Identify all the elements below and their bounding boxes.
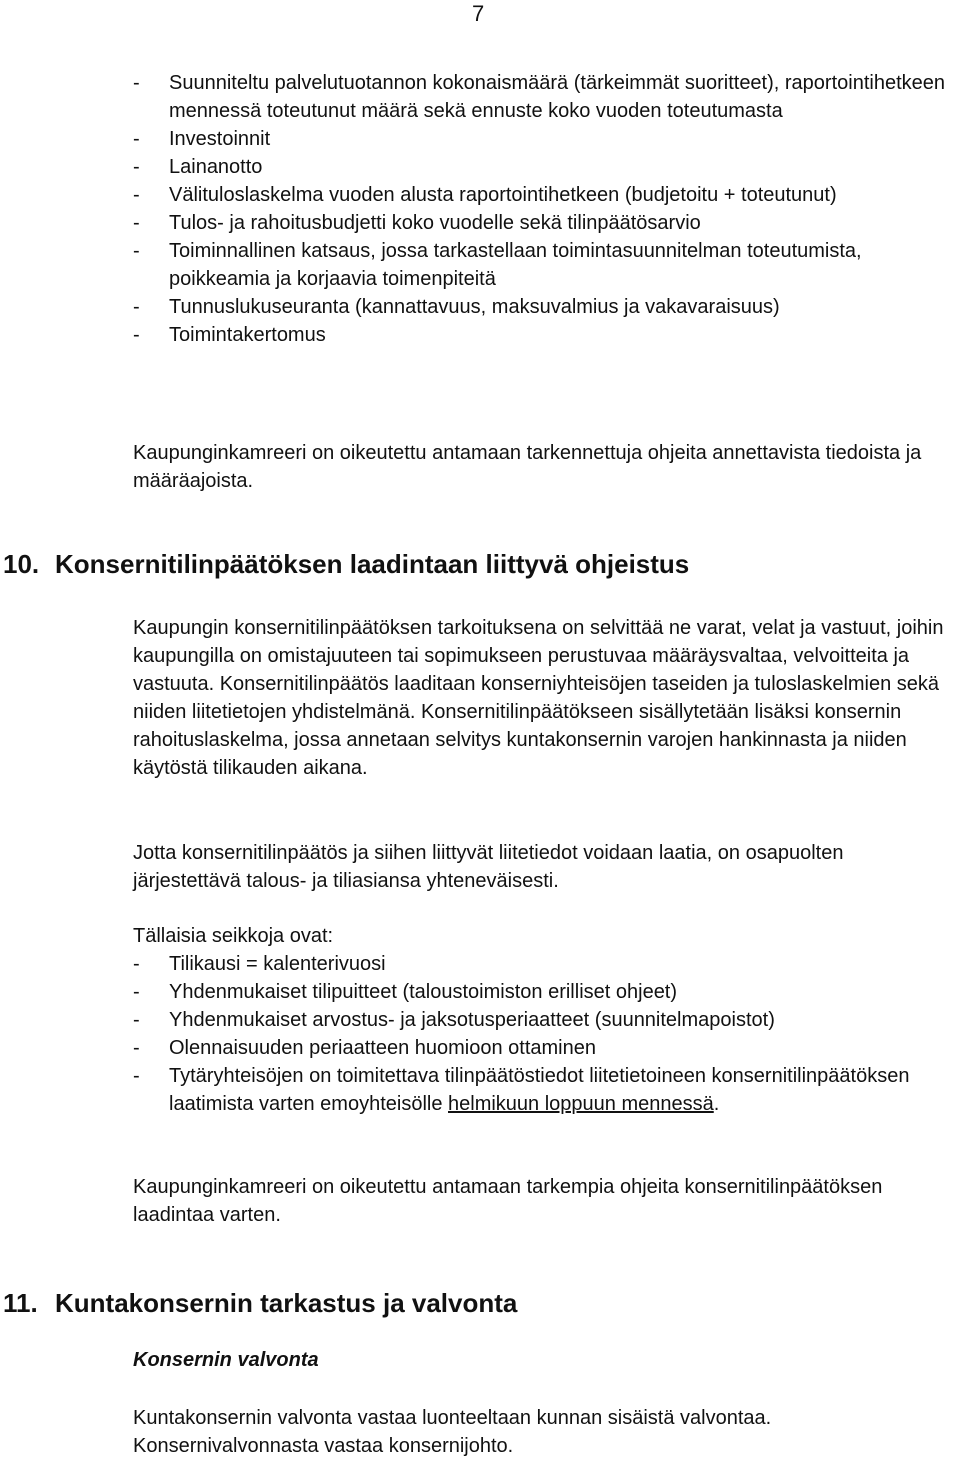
list-item bbox=[133, 125, 953, 153]
section-title: Konsernitilinpäätöksen laadintaan liittyvä ohjeistus bbox=[55, 549, 690, 579]
list-item-text: Suunniteltu palvelutuotannon kokonaismäärä (tärkeimmät suoritteet), raportointihetkeen mennessä toteutunut määrä sekä ennuste koko vuoden toteutumasta bbox=[169, 72, 945, 122]
supervision-line-2: Konsernivalvonnasta vastaa konsernijohto. bbox=[133, 1435, 514, 1457]
list-item bbox=[133, 69, 953, 125]
list-intro: Tällaisia seikkoja ovat: bbox=[133, 925, 334, 947]
section-number: 11. bbox=[3, 1288, 38, 1318]
list-item bbox=[133, 209, 953, 237]
list-item-text: Tulos- ja rahoitusbudjetti koko vuodelle sekä tilinpäätösarvio bbox=[169, 212, 701, 234]
list-item-text: Yhdenmukaiset arvostus- ja jaksotusperiaatteet (suunnitelmapoistot) bbox=[169, 1009, 775, 1031]
list-item-text: Investoinnit bbox=[169, 128, 271, 150]
subheading-group-supervision: Konsernin valvonta bbox=[133, 1349, 319, 1371]
list-item-text: Välituloslaskelma vuoden alusta raportointihetkeen (budjetoitu + toteutunut) bbox=[169, 184, 837, 206]
list-item bbox=[133, 321, 953, 349]
list-dash: - bbox=[133, 128, 140, 150]
section-title: Kuntakonsernin tarkastus ja valvonta bbox=[55, 1288, 518, 1318]
list-item-text: Toiminnallinen katsaus, jossa tarkastellaan toimintasuunnitelman toteutumista, poikkeamia ja korjaavia toimenpiteitä bbox=[169, 240, 862, 290]
section-number: 10. bbox=[3, 549, 40, 579]
supervision-line-1: Kuntakonsernin valvonta vastaa luonteeltaan kunnan sisäistä valvontaa. bbox=[133, 1407, 772, 1429]
list-dash: - bbox=[133, 184, 140, 206]
list-dash: - bbox=[133, 1009, 140, 1031]
consistency-items-list bbox=[133, 950, 953, 1118]
section-heading-10 bbox=[0, 547, 689, 581]
list-dash: - bbox=[133, 156, 140, 178]
list-item bbox=[133, 1062, 953, 1118]
list-dash: - bbox=[133, 72, 140, 94]
list-item bbox=[133, 153, 953, 181]
list-item bbox=[133, 1034, 953, 1062]
list-item bbox=[133, 181, 953, 209]
paragraph-consolidated-purpose: Kaupungin konsernitilinpäätöksen tarkoituksena on selvittää ne varat, velat ja vastuut, joihin kaupungilla on omistajuuteen tai sopimukseen perustuvaa määräysvaltaa, velvoitteita ja vastuuta. Konsernitilinpäätös laaditaan konserniyhteisöjen taseiden ja tuloslaskelmien sekä niiden liitetietojen yhdistelmänä. Konsernitilinpäätökseen sisällytetään lisäksi konsernin rahoituslaskelma, jossa annetaan selvitys kuntakonsernin varojen hankinnasta ja niiden käytöstä tilikauden aikana. bbox=[133, 617, 944, 779]
page-number: 7 bbox=[472, 1, 485, 26]
list-item-text: Tytäryhteisöjen on toimitettava tilinpäätöstiedot liitetietoineen konsernitilinpäätöksen laatimista varten emoyhteisölle bbox=[169, 1065, 910, 1115]
list-item bbox=[133, 237, 953, 293]
list-dash: - bbox=[133, 1037, 140, 1059]
list-dash: - bbox=[133, 324, 140, 346]
list-item bbox=[133, 950, 953, 978]
paragraph-supervision bbox=[133, 1404, 953, 1460]
list-item bbox=[133, 978, 953, 1006]
list-dash: - bbox=[133, 1065, 140, 1087]
section-heading-11 bbox=[0, 1286, 517, 1320]
list-dash: - bbox=[133, 981, 140, 1003]
list-item-text: Tunnuslukuseuranta (kannattavuus, maksuvalmius ja vakavaraisuus) bbox=[169, 296, 780, 318]
report-contents-list bbox=[133, 69, 953, 349]
list-item bbox=[133, 1006, 953, 1034]
list-item-text: Olennaisuuden periaatteen huomioon ottaminen bbox=[169, 1037, 596, 1059]
deadline-text: helmikuun loppuun mennessä bbox=[448, 1093, 714, 1115]
list-item bbox=[133, 293, 953, 321]
paragraph-further-instructions: Kaupunginkamreeri on oikeutettu antamaan tarkempia ohjeita konsernitilinpäätöksen laadintaa varten. bbox=[133, 1176, 883, 1226]
paragraph-consistency: Jotta konsernitilinpäätös ja siihen liittyvät liitetiedot voidaan laatia, on osapuolten järjestettävä talous- ja tiliasiansa yhteneväisesti. bbox=[133, 842, 844, 892]
list-item-text: Toimintakertomus bbox=[169, 324, 326, 346]
list-item-text: Lainanotto bbox=[169, 156, 263, 178]
list-dash: - bbox=[133, 212, 140, 234]
list-item-text: Yhdenmukaiset tilipuitteet (taloustoimiston erilliset ohjeet) bbox=[169, 981, 678, 1003]
paragraph-instructions-authority: Kaupunginkamreeri on oikeutettu antamaan tarkennettuja ohjeita annettavista tiedoista ja määräajoista. bbox=[133, 442, 922, 492]
list-dash: - bbox=[133, 240, 140, 262]
list-item-text-end: . bbox=[713, 1093, 720, 1115]
list-item-text: Tilikausi = kalenterivuosi bbox=[169, 953, 386, 975]
list-dash: - bbox=[133, 296, 140, 318]
list-dash: - bbox=[133, 953, 140, 975]
